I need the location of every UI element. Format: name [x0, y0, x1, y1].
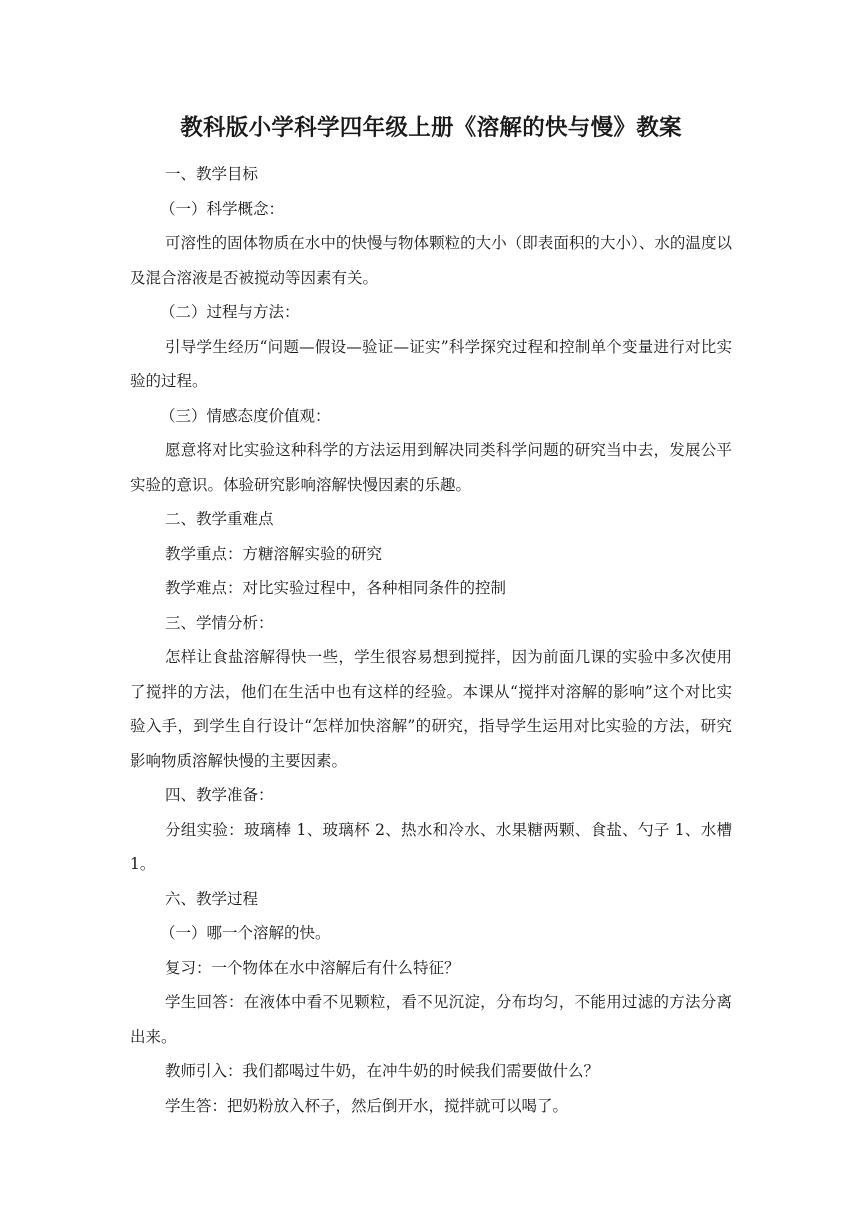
paragraph-difficult-point: 教学难点：对比实验过程中，各种相同条件的控制 — [165, 579, 507, 597]
paragraph-review: 复习：一个物体在水中溶解后有什么特征？ — [165, 958, 460, 977]
section-heading-learning-analysis: 三、学情分析： — [165, 613, 274, 632]
paragraph-student-reply: 学生答：把奶粉放入杯子，然后倒开水，搅拌就可以喝了。 — [165, 1096, 569, 1115]
paragraph-student-answer: 学生回答：在液体中看不见颗粒，看不见沉淀，分布均匀，不能用过滤的方法分离出来。 — [130, 993, 732, 1046]
paragraph-science-concept: 可溶性的固体物质在水中的快慢与物体颗粒的大小（即表面积的大小）、水的温度以及混合溶液是否被搅动等因素有关。 — [130, 234, 732, 287]
subheading-science-concept: （一）科学概念： — [160, 199, 285, 218]
paragraph-preparation: 分组实验：玻璃棒 1、玻璃杯 2、热水和冷水、水果糖两颗、食盐、勺子 1、水槽 1。 — [130, 820, 732, 873]
paragraph-teacher-intro: 教师引入：我们都喝过牛奶，在冲牛奶的时候我们需要做什么？ — [165, 1062, 600, 1080]
subheading-which-dissolves-faster: （一）哪一个溶解的快。 — [160, 924, 331, 942]
paragraph-attitude-values: 愿意将对比实验这种科学的方法运用到解决同类科学问题的研究当中去，发展公平实验的意识。体验研究影响溶解快慢因素的乐趣。 — [130, 441, 732, 494]
paragraph-key-point: 教学重点：方糖溶解实验的研究 — [165, 544, 383, 563]
subheading-process-method: （二）过程与方法： — [160, 303, 300, 321]
section-heading-objectives: 一、教学目标 — [165, 165, 259, 183]
document-title: 教科版小学科学四年级上册《溶解的快与慢》教案 — [180, 115, 682, 141]
section-heading-teaching-process: 六、教学过程 — [165, 889, 259, 908]
paragraph-process-method: 引导学生经历“问题—假设—验证—证实”科学探究过程和控制单个变量进行对比实验的过程。 — [130, 337, 732, 390]
subheading-attitude-values: （三）情感态度价值观： — [160, 406, 331, 425]
section-heading-preparation: 四、教学准备： — [165, 786, 274, 804]
section-heading-key-points: 二、教学重难点 — [165, 510, 274, 528]
paragraph-learning-analysis: 怎样让食盐溶解得快一些，学生很容易想到搅拌，因为前面几课的实验中多次使用了搅拌的方法，他们在生活中也有这样的经验。本课从“搅拌对溶解的影响”这个对比实验入手，到学生自行设计“怎样加快溶解”的研究，指导学生运用对比实验的方法，研究影响物质溶解快慢的主要因素。 — [130, 648, 732, 770]
